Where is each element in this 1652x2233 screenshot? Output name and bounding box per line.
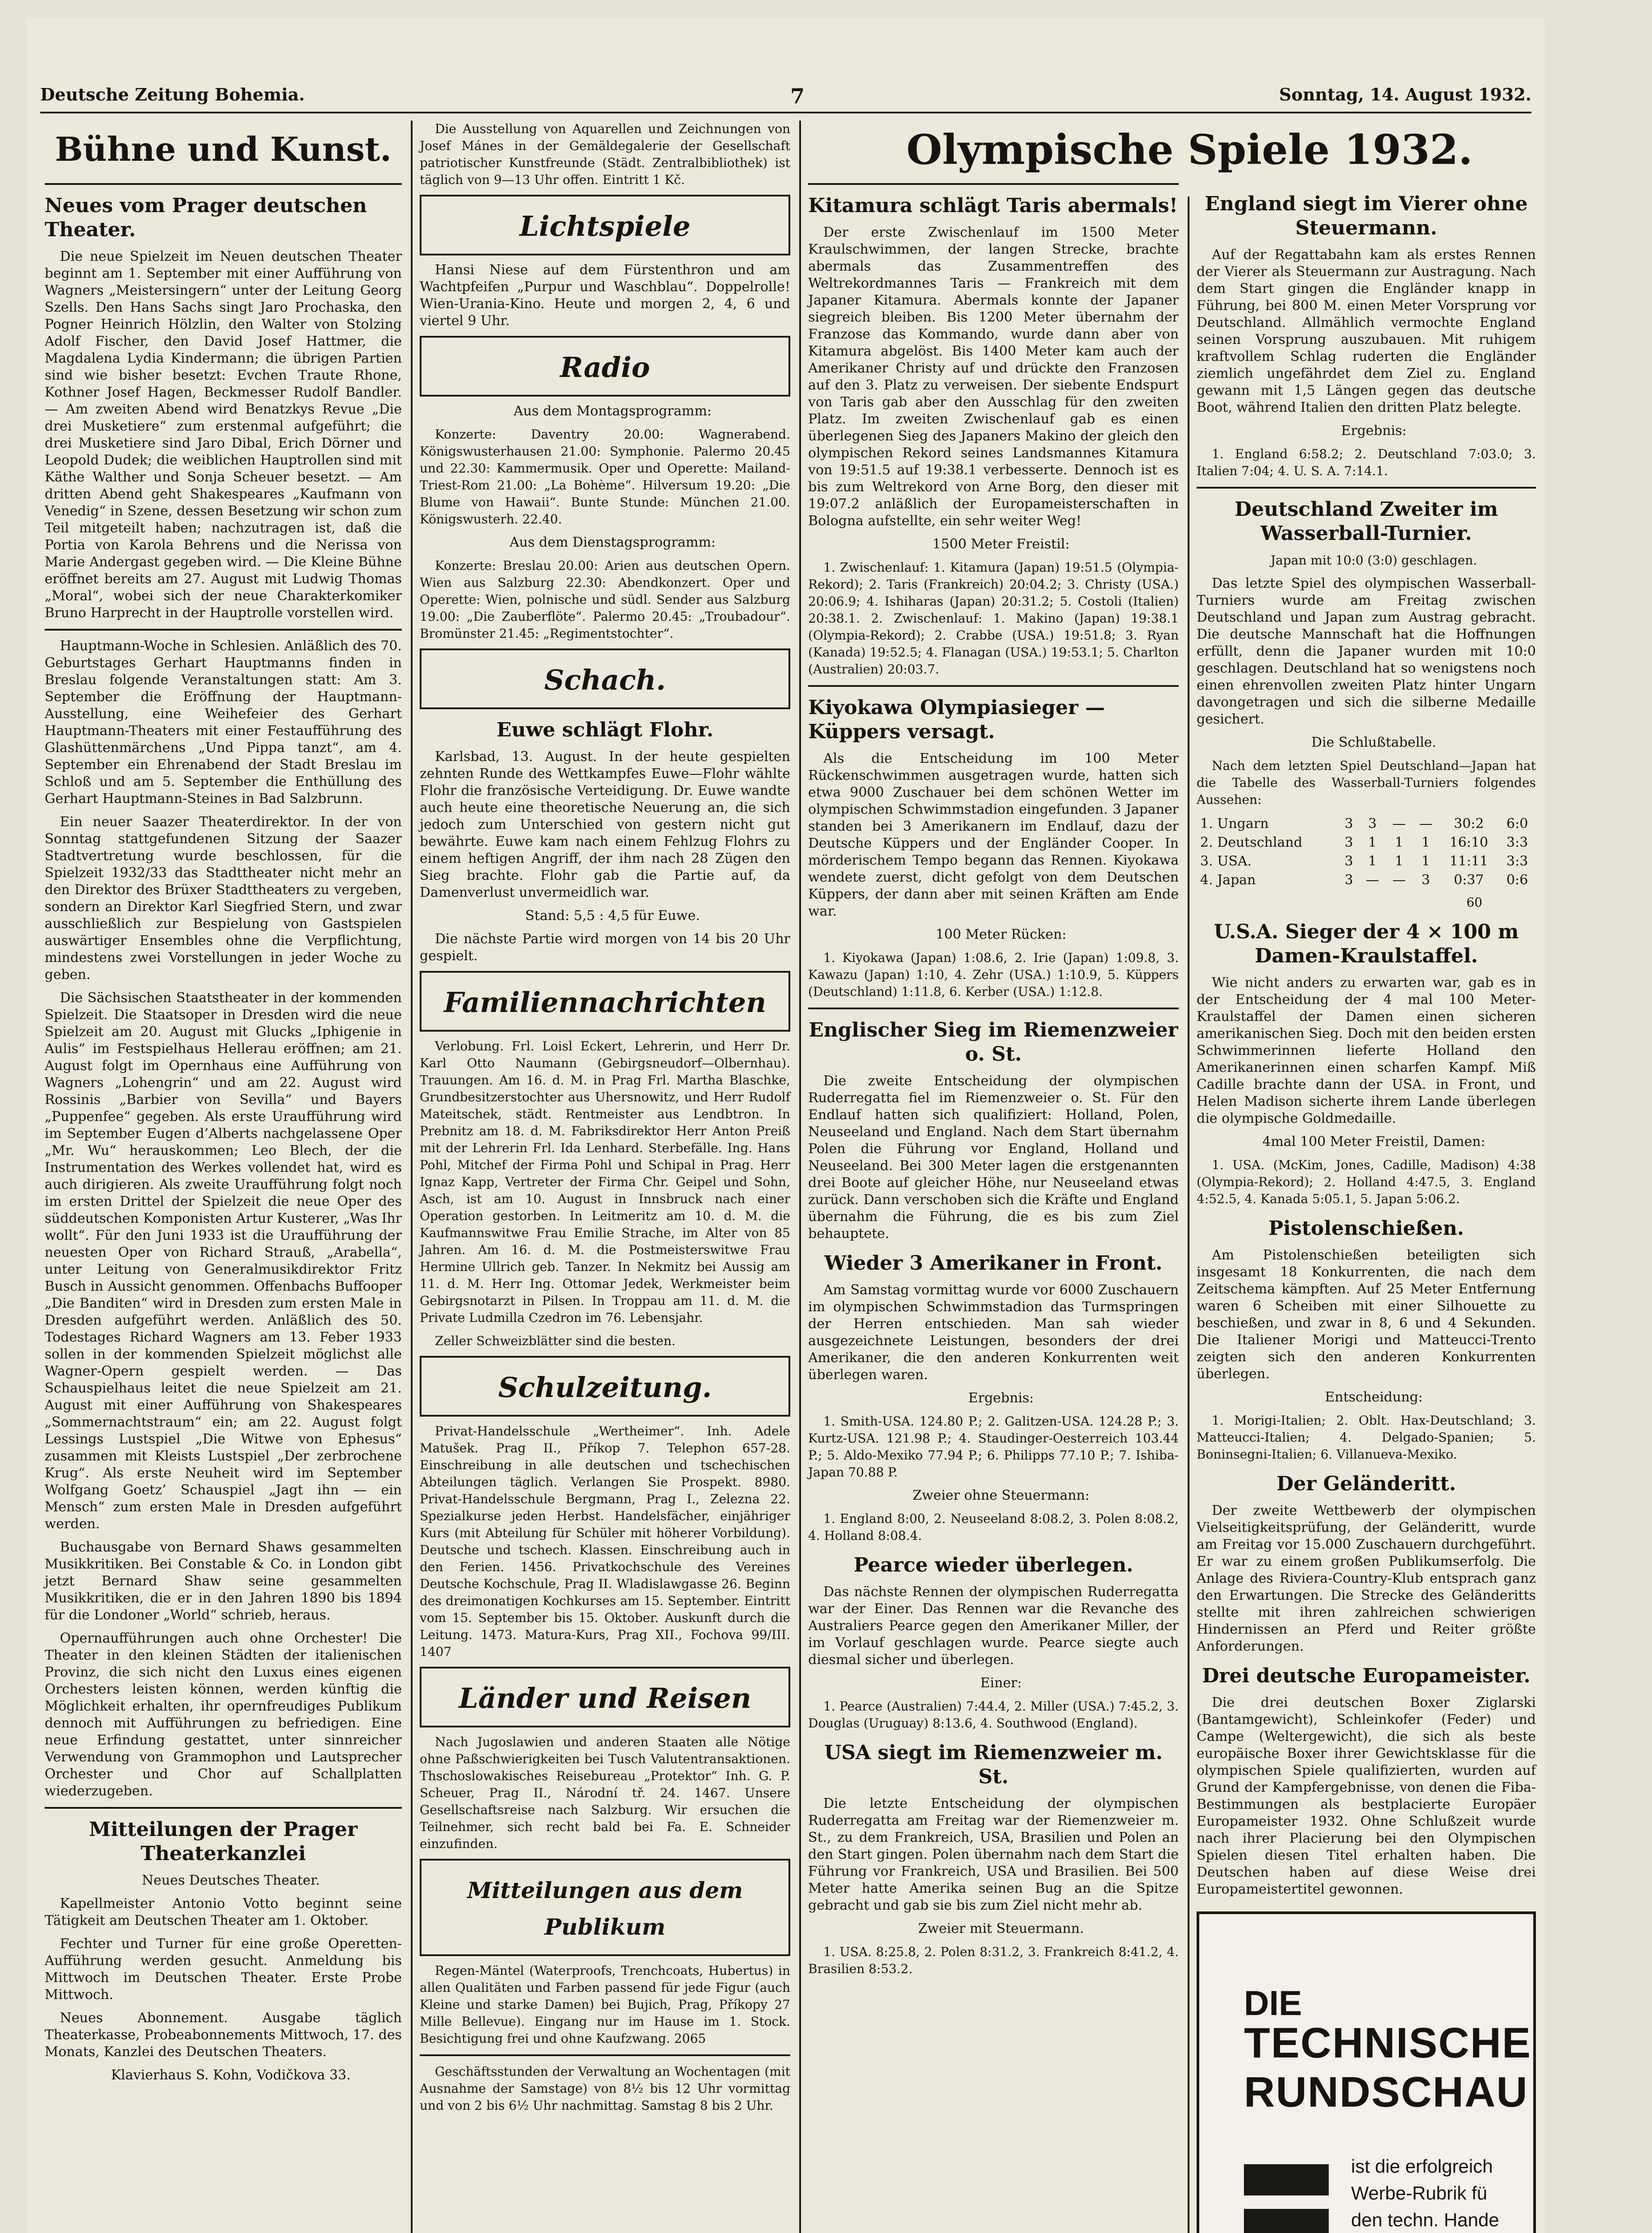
article-heading: Neues vom Prager deutschen Theater. bbox=[45, 194, 367, 241]
page-header bbox=[40, 71, 1531, 113]
masthead-name: Deutsche Zeitung Bohemia. bbox=[40, 84, 305, 105]
results-text: 1. Zwischenlauf: 1. Kitamura (Japan) 19:51.5 (Olympia-Rekord); 2. Taris (Frankreich) 20:04.2; 3. Christy (USA.) 20:06.9; 4. Ishiharas (Japan) 20:31.2; 5. Costoli (Italien) 20:38.1. 2. Zwischenlauf: 1. Makino (Japan) 19:38.1 (Olympia-Rekord); 2. Crabbe (USA.) 19:51.8; 3. Ryan (Kanada) 19:52.5; 4. Flanagan (USA.) 19:53.1; 5. Charlton (Australien) 20:03.7. bbox=[808, 560, 1179, 677]
table-cell-name: 4. Japan bbox=[1200, 872, 1256, 888]
table-cell-w: 3 bbox=[1368, 816, 1377, 832]
article-heading: England siegt im Vierer ohne Steuermann. bbox=[1205, 192, 1528, 239]
article-text: Opernaufführungen auch ohne Orchester! Die Theater in den kleinen Städten der italienischen Provinz, die sich nicht den Luxus eines eigenen Orchesters leisten können, werden künftig die Möglichkeit erhalten, ihr opernfreudiges Publikum dennoch mit Aufführungen zu befriedigen. Eine neue Erfindung gestattet, unter sinnreicher Verwendung von Grammophon und Lautsprecher Orchester und Chor auf Schallplatten wiederzugeben. bbox=[45, 1631, 402, 1799]
table-row bbox=[1197, 815, 1536, 833]
ad-headline: TECHNISCHE bbox=[1244, 2019, 1532, 2067]
standings-total: 60 bbox=[1466, 895, 1482, 910]
ad-text: den techn. Hande bbox=[1351, 2209, 1499, 2230]
article-text: Verlobung. Frl. Loisl Eckert, Lehrerin, und Herr Dr. Karl Otto Naumann (Gebirgsneudorf—Olbernhau). Trauungen. Am 16. d. M. in Prag Frl. Martha Blaschke, Grundbesitzerstochter aus Uhersnowitz, und Herr Rudolf Mateitschek, städt. Rentmeister aus Lendbtron. In Prebnitz am 18. d. M. Fabriksdirektor Herr Anton Preiß mit der Lehrerin Frl. Ida Lenhard. Sterbefälle. Ing. Hans Pohl, Mitchef der Firma Pohl und Schipal in Prag. Herr Ignaz Kapp, Vertreter der Firma Chr. Geipel und Sohn, Asch, ist am 10. August in Innsbruck nach einer Operation gestorben. In Leitmeritz am 10. d. M. die Kaufmannswitwe Frau Emilie Strache, im Alter von 85 Jahren. Am 16. d. M. die Postmeisterswitwe Frau Hermine Ullrich geb. Tanzer. In Nekmitz bei Aussig am 11. d. M. Herr Ing. Ottomar Jedek, Werkmeister beim Gebirgsnotarzt in Pilsen. In Troppau am 11. d. M. die Private Ludmilla Czedron im 76. Lebensjahr. bbox=[420, 1039, 790, 1325]
article-heading: Mitteilungen der Prager Theaterkanzlei bbox=[89, 1818, 358, 1865]
article-text: Hauptmann-Woche in Schlesien. Anläßlich des 70. Geburtstages Gerhart Hauptmanns finden in Breslau folgende Veranstaltungen statt: Am 3. September die Eröffnung der Hauptmann-Ausstellung, eine Weihefeier des Gerhart Hauptmann-Theaters mit einer Festaufführung des Glashüttenmärchens „Und Pippa tanzt“, am 4. September ein Ehrenabend der Stadt Breslau im Schloß und am 5. September die Enthüllung des Gerhart Hauptmann-Steines in Bad Salzbrunn. bbox=[45, 638, 402, 807]
article-text: Die Sächsischen Staatstheater in der kommenden Spielzeit. Die Staatsoper in Dresden wird die neue Spielzeit am 20. August mit Glucks „Iphigenie in Aulis“ im Festspielhaus Hellerau eröffnen; am 21. August folgt im Opernhaus eine Aufführung von Wagners „Lohengrin“ und am 22. August wird Rossinis „Barbier von Sevilla“ und Bayers „Puppenfee“ gegeben. Als erste Uraufführung wird im September Eugen d’Alberts nachgelassene Oper „Mr. Wu“ herauskommen; Leo Blech, der die Instrumentation des Werkes vollendet hat, wird es auch dirigieren. Als zweite Uraufführung folgt noch im ersten Drittel der Spielzeit die neue Oper des süddeutschen Komponisten Artur Kusterer, „Was Ihr wollt“. Für den Juni 1933 ist die Uraufführung der neuesten Oper von Richard Strauß, „Arabella“, unter Leitung von Generalmusikdirektor Fritz Busch in Aussicht genommen. Offenbachs Buffooper „Die Banditen“ wird in Dresden zum ersten Male in Dresden aufgeführt werden. Anläßlich des 50. Todestages Richard Wagners am 13. Feber 1933 sollen in der kommenden Spielzeit möglichst alle Wagner-Opern gespielt werden. — Das Schauspielhaus leitet die neue Spielzeit am 21. August mit einer Aufführung von Shakespeares „Sommernachtstraum“ ein; am 22. August folgt Lessings Lustspiel „Die Witwe von Ephesus“ zusammen mit Kleists Lustspiel „Der zerbrochene Krug“. Als erste Neuheit wird im September Wolfgang Goetz’ Schauspiel „Jagt ihn — ein Mensch“ zum ersten Male in Dresden aufgeführt werden. bbox=[45, 990, 402, 1532]
results-text: 1. Pearce (Australien) 7:44.4, 2. Miller (USA.) 7:45.2, 3. Douglas (Uruguay) 8:13.6, 4. Southwood (England). bbox=[808, 1699, 1179, 1731]
column-rule bbox=[411, 121, 413, 2233]
section-title-buehne: Bühne und Kunst. bbox=[55, 130, 392, 169]
article-subheading: Die Schlußtabelle. bbox=[1311, 735, 1436, 750]
table-cell-name: 1. Ungarn bbox=[1200, 816, 1269, 832]
article-text: Die letzte Entscheidung der olympischen Ruderregatta am Freitag war der Riemenzweier m. St., zu dem Frankreich, USA, Brasilien und Polen an den Start gingen. Polen übernahm nach dem Start die Führung vor Frankreich, USA und Brasilien. Bei 500 Meter hatte Amerika seinen Bug an die Spitze gebracht und gab sie bis zum Ziel nicht mehr ab. bbox=[808, 1796, 1179, 1913]
article-heading: U.S.A. Sieger der 4 × 100 m Damen-Kraulstaffel. bbox=[1214, 920, 1519, 967]
article-heading: Pearce wieder überlegen. bbox=[853, 1554, 1134, 1576]
section-title-film: Lichtspiele bbox=[519, 210, 691, 243]
standings-table bbox=[1197, 815, 1536, 890]
divider bbox=[45, 1807, 402, 1809]
table-cell-l: 1 bbox=[1421, 853, 1430, 869]
ad-bar bbox=[1244, 2164, 1329, 2195]
article-subheading: Aus dem Montagsprogramm: bbox=[513, 403, 712, 419]
article-text: Konzerte: Breslau 20.00: Arien aus deutschen Opern. Wien aus Salzburg 22.30: Abendkonzert. Oper und Operette: Wien, polnische und südl. Sender aus Salzburg 19.00: „Die Zauberflöte“. Palermo 20.45: „Troubadour“. Bromünster 21.45: „Regimentstochter“. bbox=[420, 558, 790, 641]
table-cell-pts: 0:6 bbox=[1506, 872, 1528, 888]
section-title-family: Familiennachrichten bbox=[444, 986, 766, 1019]
article-text: Der zweite Wettbewerb der olympischen Vielseitigkeitsprüfung, der Geländeritt, wurde am Freitag vor 15.000 Zuschauern durchgeführt. Er war zu einem großen Publikumserfolg. Die Anlage des Riviera-Country-Klub entsprach ganz den Erwartungen. Die Strecke des Geländeritts stellte mit ihren zahlreichen schwierigen Hindernissen an Pferd und Reiter größte Anforderungen. bbox=[1197, 1503, 1536, 1654]
table-cell-w: 1 bbox=[1368, 853, 1377, 869]
article-text: Fechter und Turner für eine große Operetten-Aufführung werden gesucht. Anmeldung bis Mittwoch im Deutschen Theater. Erste Probe Mittwoch. bbox=[45, 1936, 402, 2003]
article-text: Regen-Mäntel (Waterproofs, Trenchcoats, Hubertus) in allen Qualitäten und Farben passend für jede Figur (auch Kleine und starke Damen) bei Bujich, Prag, Příkopy 27 Mille Bellevue). Eingang nur im Hause im 1. Stock. Besichtigung frei und ohne Kaufzwang. 2065 bbox=[420, 1963, 790, 2046]
divider bbox=[808, 183, 1179, 185]
table-cell-name: 3. USA. bbox=[1200, 853, 1252, 869]
results-text: 1. England 8:00, 2. Neuseeland 8:08.2, 3. Polen 8:08.2, 4. Holland 8:08.4. bbox=[808, 1511, 1179, 1543]
article-text: Am Samstag vormittag wurde vor 6000 Zuschauern im olympischen Schwimmstadion das Turmspringen der Herren entschieden. Man sah wieder ausgezeichnete Leistungen, besonders der drei Amerikaner, die den anderen Konkurrenten weit überlegen waren. bbox=[808, 1282, 1179, 1383]
results-text: 1. Kiyokawa (Japan) 1:08.6, 2. Irie (Japan) 1:09.8, 3. Kawazu (Japan) 1:10, 4. Zehr (USA.) 1:10.9, 5. Küppers (Deutschland) 1:11.8, 6. Kerber (USA.) 1:12.8. bbox=[808, 950, 1179, 999]
table-cell-name: 2. Deutschland bbox=[1200, 835, 1302, 850]
divider bbox=[1197, 487, 1536, 489]
page-number: 7 bbox=[790, 84, 805, 108]
table-row bbox=[1197, 871, 1536, 890]
article-subheading: 100 Meter Rücken: bbox=[935, 927, 1067, 942]
article-footer: Klavierhaus S. Kohn, Vodičkova 33. bbox=[111, 2067, 351, 2083]
article-text: Auf der Regattabahn kam als erstes Rennen der Vierer als Steuermann zur Austragung. Nach dem Start gingen die Engländer knapp in Führung, bei 800 M. einen Meter Vorsprung vor Deutschland. Allmählich vermochte England seinen Vorsprung auszubauen. Mit ruhigem kraftvollem Schlag ruderten die Engländer ziemlich ungefährdet dem Ziel zu. England gewann mit 1,5 Längen gegen das deutsche Boot, während Italien den dritten Platz belegte. bbox=[1197, 247, 1536, 415]
ad-line: DIE bbox=[1244, 1983, 1302, 2023]
article-subheading: Aus dem Dienstagsprogramm: bbox=[509, 535, 716, 550]
table-cell-p: 3 bbox=[1344, 835, 1353, 850]
article-heading: Drei deutsche Europameister. bbox=[1202, 1664, 1531, 1687]
column-rule bbox=[1188, 197, 1189, 2233]
table-cell-d: — bbox=[1392, 816, 1406, 832]
newspaper-page bbox=[27, 18, 1545, 2233]
table-cell-goals: 30:2 bbox=[1454, 816, 1484, 832]
article-text: Hansi Niese auf dem Fürstenthron und am Wachtpfeifen „Purpur und Waschblau“. Doppelrolle! Wien-Urania-Kino. Heute und morgen 2, 4, 6 und viertel 9 Uhr. bbox=[420, 262, 790, 329]
results-text: 1. USA. (McKim, Jones, Cadille, Madison) 4:38 (Olympia-Rekord); 2. Holland 4:47.5, 3. England 4:52.5, 4. Kanada 5:05.1, 5. Japan 5:06.2. bbox=[1197, 1158, 1536, 1206]
article-text: Am Pistolenschießen beteiligten sich insgesamt 18 Konkurrenten, die nach dem Zeitschema kämpften. Auf 25 Meter Entfernung waren 6 Scheiben mit einer Silhouette zu beschießen, und zwar in 8, 6 und 4 Sekunden. Die Italiener Morigi und Matteucci-Trento zeigten sich den anderen Konkurrenten überlegen. bbox=[1197, 1247, 1536, 1382]
article-heading: Wieder 3 Amerikaner in Front. bbox=[824, 1252, 1163, 1275]
article-heading: Kiyokawa Olympiasieger — Küppers versagt. bbox=[808, 696, 1105, 743]
article-heading: Pistolenschießen. bbox=[1268, 1217, 1464, 1240]
table-cell-l: 1 bbox=[1421, 835, 1430, 850]
article-text: Neues Abonnement. Ausgabe täglich Theaterkasse, Probeabonnements Mittwoch, 17. des Monats, Kanzlei des Deutschen Theaters. bbox=[45, 2010, 402, 2060]
ad-headline: RUNDSCHAU bbox=[1244, 2068, 1528, 2116]
table-cell-w: — bbox=[1365, 872, 1379, 888]
divider bbox=[808, 1008, 1179, 1009]
article-text: Die neue Spielzeit im Neuen deutschen Theater beginnt am 1. September mit einer Aufführung von Wagners „Meistersingern“ unter der Leitung Georg Szells. Den Hans Sachs singt Jaro Prochaska, den Pogner Heinrich Hölzlin, den Walter von Stolzing Adolf Fischer, den David Josef Hattmer, die Magdalena Lydia Kindermann; die übrigen Partien sind wie bisher besetzt: Evchen Traute Rhone, Kothner Josef Hagen, Beckmesser Rudolf Bandler. — Am zweiten Abend wird Benatzkys Revue „Die drei Musketiere“ zum erstenmal aufgeführt; die drei Musketiere sind Jaro Dibal, Erich Dörner und Leopold Dudek; die weiblichen Hauptrollen sind mit Käthe Walther und Sonja Scheuer besetzt. — Am dritten Abend geht Shakespeares „Kaufmann von Venedig“ in Szene, dessen Besetzung wir schon zum Teil mitgeteilt haben; nachzutragen ist, daß die Portia von Karola Behrens und die Nerissa von Marie Andergast gegeben wird. — Die Kleine Bühne eröffnet bereits am 27. August mit Ludwig Thomas „Moral“, wobei sich der neue Charakterkomiker Bruno Harprecht in der Hauptrolle vorstellen wird. bbox=[45, 249, 402, 621]
section-title-travel: Länder und Reisen bbox=[459, 1682, 751, 1714]
table-cell-l: 3 bbox=[1421, 872, 1430, 888]
article-text: Die Ausstellung von Aquarellen und Zeichnungen von Josef Mánes in der Gemäldegalerie der Gesellschaft patriotischer Kunstfreunde (Städt. Zentralbibliothek) ist täglich von 9—13 Uhr offen. Eintritt 1 Kč. bbox=[420, 121, 790, 187]
table-row bbox=[1197, 852, 1536, 871]
results-text: 1. USA. 8:25.8, 2. Polen 8:31.2, 3. Frankreich 8:41.2, 4. Brasilien 8:53.2. bbox=[808, 1944, 1179, 1976]
divider bbox=[45, 183, 402, 185]
article-text: Wie nicht anders zu erwarten war, gab es in der Entscheidung der 4 mal 100 Meter-Kraulstaffel der Damen einen sicheren amerikanischen Sieg. Doch mit den beiden ersten Schwimmerinnen lieferte Holland den Amerikanerinnen einen scharfen Kampf. Miß Cadille brachte dann der USA. in Front, und Helen Madison sicherte ihrem Lande überlegen die olympische Goldmedaille. bbox=[1197, 975, 1536, 1126]
article-heading: Der Geländeritt. bbox=[1276, 1472, 1456, 1495]
table-cell-l: — bbox=[1419, 816, 1433, 832]
table-cell-d: 1 bbox=[1395, 835, 1404, 850]
table-cell-w: 1 bbox=[1368, 835, 1377, 850]
article-text: Der erste Zwischenlauf im 1500 Meter Kraulschwimmen, der langen Strecke, brachte abermals das Zusammentreffen des Weltrekordmannes Taris — Frankreich mit dem Japaner Kitamura. Abermals konnte der Japaner siegreich bleiben. Bis 1200 Meter übernahm der Franzose das Kommando, wurde dann aber von Kitamura abgelöst. Bis 1400 Meter kam auch der Amerikaner Christy auf und drückte den Franzosen auf den 3. Platz zu verweisen. Der siebente Endspurt von Taris gab aber den Ausschlag für den zweiten Platz. Im zweiten Zwischenlauf gab es einen überlegenen Sieg des Japaners Makino der gleich den olympischen Rekord seines Landsmannes Kitamura von 19:51.5 auf 19:38.1 verbesserte. Dennoch ist es bis zum Weltrekord von Arne Borg, den dieser mit 19:07.2 anläßlich der Europameisterschaften in Bologna aufstellte, ein sehr weiter Weg! bbox=[808, 225, 1179, 529]
article-text: Als die Entscheidung im 100 Meter Rückenschwimmen ausgetragen wurde, hatten sich etwa 9000 Zuschauer bei dem schönen Wetter im olympischen Schwimmstadion eingefunden. 3 Japaner standen bei 3 Amerikanern im Endlauf, dazu der Deutsche Küppers und der Engländer Cooper. In mörderischem Tempo begann das Rennen. Kiyokawa wendete zuerst, dicht gefolgt von dem Deutschen Küppers, der dann aber mit seinen Kräften am Ende war. bbox=[808, 751, 1179, 919]
table-cell-goals: 16:10 bbox=[1449, 835, 1489, 850]
table-cell-d: 1 bbox=[1395, 853, 1404, 869]
section-title-radio: Radio bbox=[560, 351, 650, 384]
divider bbox=[420, 2054, 790, 2056]
ad-line: Zeller Schweizblätter sind die besten. bbox=[435, 1334, 676, 1348]
chess-score: Stand: 5,5 : 4,5 für Euwe. bbox=[525, 908, 700, 924]
article-text: Nach Jugoslawien und anderen Staaten alle Nötige ohne Paßschwierigkeiten bei Tusch Valutentransaktionen. Thschoslowakisches Reisebureau „Protektor“ Inh. G. P. Scheuer, Prag II., Národní tř. 24. 1467. Unsere Gesellschaftsreise nach Salzburg. Wir ersuchen die Teilnehmer, sich recht bald bei Fa. E. Schneider einzufinden. bbox=[420, 1735, 790, 1851]
table-cell-p: 3 bbox=[1344, 872, 1353, 888]
table-cell-d: — bbox=[1392, 872, 1406, 888]
article-text: Die zweite Entscheidung der olympischen Ruderregatta fiel im Riemenzweier o. St. Für den Endlauf hatten sich qualifiziert: Holland, Polen, Neuseeland und England. Nach dem Start übernahm Polen die Führung vor England, Holland und Neuseeland. Bei 300 Meter lagen die erstgenannten drei Boote auf gleicher Höhe, nur Neuseeland etwas zurück. Dann verschoben sich die Kräfte und England übernahm die Führung, die es bis zum Ziel behauptete. bbox=[808, 1073, 1179, 1242]
section-title-chess: Schach. bbox=[544, 664, 666, 696]
article-text: Das letzte Spiel des olympischen Wasserball-Turniers wurde am Freitag zwischen Deutschland und Japan zum Austrag gebracht. Die deutsche Mannschaft hat die Hoffnungen erfüllt, denn die Japaner wurden mit 10:0 geschlagen. Deutschland hat so wenigstens noch einen ehrenvollen zweiten Platz hinter Ungarn davongetragen und sich die silberne Medaille gesichert. bbox=[1197, 576, 1536, 727]
article-subheading: Ergebnis: bbox=[1341, 423, 1407, 439]
column-1 bbox=[45, 121, 402, 2233]
column-2 bbox=[420, 121, 790, 2233]
results-text: 1. Smith-USA. 124.80 P.; 2. Galitzen-USA. 124.28 P.; 3. Kurtz-USA. 121.98 P.; 4. Staudinger-Oesterreich 103.44 P.; 5. Aldo-Mexiko 77.94 P.; 6. Philipps 77.10 P.; 7. Ishiba-Japan 70.88 P. bbox=[808, 1414, 1179, 1480]
article-heading: Deutschland Zweiter im Wasserball-Turnier. bbox=[1234, 498, 1498, 545]
table-row bbox=[1197, 833, 1536, 852]
article-text: Die nächste Partie wird morgen von 14 bis 20 Uhr gespielt. bbox=[420, 931, 790, 964]
results-text: 1. Morigi-Italien; 2. Oblt. Hax-Deutschland; 3. Matteucci-Italien; 4. Delgado-Spanien; 5. Boninsegni-Italien; 6. Villanueva-Mexiko. bbox=[1197, 1413, 1536, 1462]
issue-date: Sonntag, 14. August 1932. bbox=[1279, 84, 1531, 105]
article-subheading: Ergebnis: bbox=[968, 1390, 1034, 1406]
section-title-olympics: Olympische Spiele 1932. bbox=[906, 125, 1473, 174]
article-text: Ein neuer Saazer Theaterdirektor. In der von Sonntag stattgefundenen Sitzung der Saazer Stadtvertretung wurde beschlossen, für die Spielzeit 1932/33 das Stadttheater nicht mehr an den Direktor des Brüxer Stadttheaters zu vergeben, sondern an Direktor Karl Siegfried Stern, und zwar ausschließlich zur Bespielung von Gastspielen auswärtiger Ensembles ohne die Verpflichtung, mindestens zwei Vorstellungen in jeder Woche zu geben. bbox=[45, 814, 402, 983]
article-text: Die drei deutschen Boxer Ziglarski (Bantamgewicht), Schleinkofer (Feder) und Campe (Weltergewicht), die sich als beste europäische Boxer ihrer Gewichtsklasse für die olympischen Spiele qualifizierten, wurden auf Grund der Kampfergebnisse, von denen die Fiba-Bestimmungen als bestplacierte Europäer Europameister 1932. Ohne Schlußzeit wurde nach ihrer Placierung bei den Olympischen Spielen diesen Titel erhalten haben. Die Deutschen haben auf diese Weise drei Europameistertitel gewonnen. bbox=[1197, 1695, 1536, 1897]
article-subheading: Entscheidung: bbox=[1325, 1389, 1423, 1405]
article-text: Buchausgabe von Bernard Shaws gesammelten Musikkritiken. Bei Constable & Co. in London gibt jetzt Bernard Shaw seine gesammelten Musikkritiken, die er in den Jahren 1890 bis 1894 für die Londoner „World“ schrieb, heraus. bbox=[45, 1539, 402, 1623]
article-text: Privat-Handelsschule „Wertheimer“. Inh. Adele Matušek. Prag II., Příkop 7. Telephon 657-28. Einschreibung in alle deutschen und tschechischen Abteilungen täglich. Verlangen Sie Prospekt. 8980. Privat-Handelsschule Bergmann, Prag I., Zelezna 22. Spezialkurse jeden Herbst. Handelsfächer, einjähriger Kurs (mit Abteilung für Schüler mit höherer Vorbildung). Deutsche und tschech. Klassen. Einschreibung auch in den Ferien. 1456. Privatkochschule des Vereines Deutsche Kochschule, Prag II. Wladislawgasse 26. Beginn des dreimonatigen Kochkurses am 15. September. Eintritt vom 15. September bis 15. Oktober. Auskunft durch die Leitung. 1473. Matura-Kurs, Prag XII., Fochova 99/III. 1407 bbox=[420, 1424, 790, 1659]
article-heading: Kitamura schlägt Taris abermals! bbox=[808, 194, 1178, 217]
table-cell-p: 3 bbox=[1344, 816, 1353, 832]
table-cell-pts: 3:3 bbox=[1506, 853, 1528, 869]
advertisement-technische-rundschau bbox=[1197, 1911, 1536, 2233]
article-text: Nach dem letzten Spiel Deutschland—Japan hat die Tabelle des Wasserball-Turniers folgendes Aussehen: bbox=[1197, 758, 1536, 807]
ad-text: ist die erfolgreich bbox=[1351, 2156, 1493, 2177]
table-cell-goals: 0:37 bbox=[1454, 872, 1484, 888]
article-heading: Englischer Sieg im Riemenzweier o. St. bbox=[809, 1019, 1178, 1066]
ad-bar bbox=[1244, 2209, 1329, 2233]
article-subheading: 4mal 100 Meter Freistil, Damen: bbox=[1262, 1134, 1485, 1150]
table-cell-p: 3 bbox=[1344, 853, 1353, 869]
article-subheading: Zweier ohne Steuermann: bbox=[912, 1488, 1090, 1503]
article-text: Karlsbad, 13. August. In der heute gespielten zehnten Runde des Wettkampfes Euwe—Flohr wählte Flohr die französische Verteidigung. Dr. Euwe wandte auch heute eine theoretische Neuerung an, die sich jedoch zum Unterschied von gestern nicht gut bewährte. Euwe kam nach einem Fehlzug Flohrs zu einem heftigen Angriff, der ihm nach 28 Zügen den Sieg brachte. Flohr gab die Partie auf, da Damenverlust unvermeidlich war. bbox=[420, 749, 790, 900]
article-subheading: Japan mit 10:0 (3:0) geschlagen. bbox=[1270, 553, 1477, 568]
divider bbox=[45, 629, 402, 631]
article-subheading: Einer: bbox=[980, 1675, 1022, 1691]
article-text: Geschäftsstunden der Verwaltung an Wochentagen (mit Ausnahme der Samstage) von 8½ bis 12 Uhr vormittag und von 2 bis 6½ Uhr nachmittag. Samstag 8 bis 2 Uhr. bbox=[420, 2064, 790, 2113]
article-heading: Euwe schlägt Flohr. bbox=[496, 719, 713, 741]
divider bbox=[808, 685, 1179, 687]
article-text: Das nächste Rennen der olympischen Ruderregatta war der Einer. Das Rennen war die Revanche des Australiers Pearce gegen den Amerikaner Miller, der im Vorlauf geschlagen wurde. Pearce siegte auch diesmal sicher und überlegen. bbox=[808, 1584, 1179, 1668]
article-heading: USA siegt im Riemenzweier m. St. bbox=[824, 1741, 1163, 1788]
section-title-public: Mitteilungen aus dem Publikum bbox=[467, 1877, 743, 1940]
ad-text: Werbe-Rubrik fü bbox=[1351, 2183, 1487, 2204]
table-cell-pts: 6:0 bbox=[1506, 816, 1528, 832]
column-4 bbox=[1197, 183, 1536, 2233]
results-text: 1. England 6:58.2; 2. Deutschland 7:03.0; 3. Italien 7:04; 4. U. S. A. 7:14.1. bbox=[1197, 447, 1536, 478]
article-subheading: Neues Deutsches Theater. bbox=[142, 1873, 320, 1888]
article-subheading: 1500 Meter Freistil: bbox=[932, 536, 1070, 552]
article-text: Konzerte: Daventry 20.00: Wagnerabend. Königswusterhausen 21.00: Symphonie. Palermo 20.45 und 22.30: Kammermusik. Oper und Operette: Mailand-Triest-Rom 21.00: „La Bohème“. Hilversum 19.20: „Die Blume von Hawaii“. Bunte Stunde: München 21.00. Königswusterh. 22.40. bbox=[420, 427, 790, 527]
table-cell-pts: 3:3 bbox=[1506, 835, 1528, 850]
article-text: Kapellmeister Antonio Votto beginnt seine Tätigkeit am Deutschen Theater am 1. Oktober. bbox=[45, 1896, 402, 1928]
table-cell-goals: 11:11 bbox=[1449, 853, 1489, 869]
column-rule bbox=[799, 121, 801, 2233]
article-subheading: Zweier mit Steuermann. bbox=[918, 1921, 1084, 1936]
section-title-school: Schulzeitung. bbox=[498, 1371, 712, 1404]
